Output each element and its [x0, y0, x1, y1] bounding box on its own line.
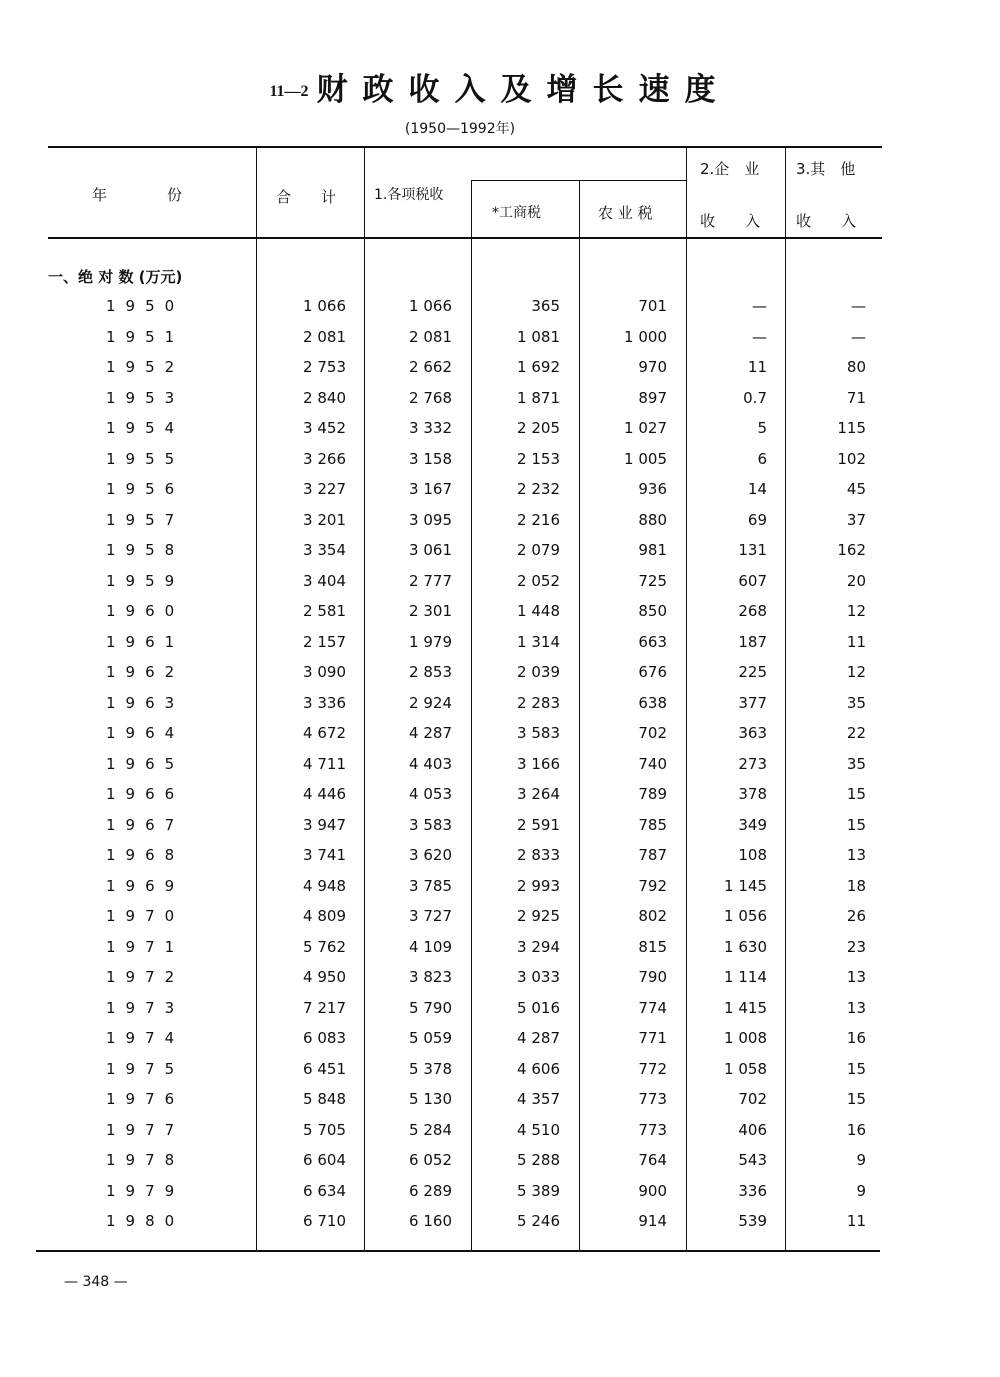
cell-tax: 3 332	[409, 419, 452, 438]
cell-year: 1967	[106, 815, 185, 834]
header-enterprise-top: 2.企 业	[700, 160, 760, 178]
cell-agri: 701	[638, 297, 667, 316]
cell-enterprise: 702	[738, 1090, 767, 1109]
cell-commerce: 4 287	[517, 1029, 560, 1048]
cell-year: 1969	[106, 876, 185, 895]
header-other-bottom: 收 入	[796, 212, 857, 230]
cell-other: 37	[846, 510, 866, 529]
cell-year: 1965	[106, 754, 185, 773]
cell-agri: 772	[638, 1059, 667, 1078]
cell-tax: 2 662	[409, 358, 452, 377]
table-row	[48, 688, 882, 719]
cell-other: —	[851, 297, 866, 316]
cell-agri: 897	[638, 388, 667, 407]
cell-commerce: 2 925	[517, 907, 560, 926]
table-row	[48, 657, 882, 688]
cell-agri: 764	[638, 1151, 667, 1170]
table-row	[48, 779, 882, 810]
cell-total: 3 336	[303, 693, 346, 712]
cell-commerce: 5 389	[517, 1181, 560, 1200]
cell-other: 11	[846, 632, 866, 651]
cell-agri: 900	[638, 1181, 667, 1200]
cell-other: 12	[846, 602, 866, 621]
cell-other: 23	[846, 937, 866, 956]
cell-commerce: 2 205	[517, 419, 560, 438]
cell-tax: 2 301	[409, 602, 452, 621]
table-bottom-rule	[36, 1250, 880, 1252]
table-row	[48, 535, 882, 566]
table-row	[48, 993, 882, 1024]
cell-total: 5 848	[303, 1090, 346, 1109]
cell-agri: 725	[638, 571, 667, 590]
cell-commerce: 2 039	[517, 663, 560, 682]
cell-enterprise: 1 415	[724, 998, 767, 1017]
cell-other: 15	[846, 1059, 866, 1078]
cell-year: 1962	[106, 663, 185, 682]
table-row	[48, 718, 882, 749]
cell-agri: 740	[638, 754, 667, 773]
cell-total: 6 451	[303, 1059, 346, 1078]
cell-year: 1975	[106, 1059, 185, 1078]
table-row	[48, 1054, 882, 1085]
cell-other: 80	[846, 358, 866, 377]
cell-commerce: 4 357	[517, 1090, 560, 1109]
cell-commerce: 5 246	[517, 1212, 560, 1231]
cell-total: 5 762	[303, 937, 346, 956]
cell-agri: 663	[638, 632, 667, 651]
cell-year: 1953	[106, 388, 185, 407]
table-subtitle: (1950—1992年)	[404, 121, 516, 137]
cell-year: 1959	[106, 571, 185, 590]
cell-year: 1973	[106, 998, 185, 1017]
cell-agri: 981	[638, 541, 667, 560]
cell-tax: 5 059	[409, 1029, 452, 1048]
cell-commerce: 2 052	[517, 571, 560, 590]
cell-total: 3 404	[303, 571, 346, 590]
cell-total: 2 581	[303, 602, 346, 621]
table-row	[48, 444, 882, 475]
cell-commerce: 2 591	[517, 815, 560, 834]
cell-tax: 2 081	[409, 327, 452, 346]
cell-total: 2 081	[303, 327, 346, 346]
cell-commerce: 2 079	[517, 541, 560, 560]
cell-total: 2 840	[303, 388, 346, 407]
cell-enterprise: 1 008	[724, 1029, 767, 1048]
cell-enterprise: 1 056	[724, 907, 767, 926]
cell-commerce: 1 314	[517, 632, 560, 651]
cell-enterprise: 273	[738, 754, 767, 773]
table-row	[48, 505, 882, 536]
table-row	[48, 413, 882, 444]
cell-enterprise: 11	[747, 358, 767, 377]
cell-year: 1950	[106, 297, 185, 316]
cell-other: 9	[856, 1151, 866, 1170]
cell-commerce: 3 264	[517, 785, 560, 804]
cell-year: 1963	[106, 693, 185, 712]
cell-agri: 914	[638, 1212, 667, 1231]
header-bottom-rule	[48, 237, 882, 239]
header-enterprise-bottom: 收 入	[700, 212, 761, 230]
cell-commerce: 2 993	[517, 876, 560, 895]
cell-tax: 3 727	[409, 907, 452, 926]
cell-enterprise: —	[752, 327, 767, 346]
page-number: — 348 —	[64, 1274, 128, 1290]
cell-agri: 815	[638, 937, 667, 956]
cell-tax: 1 066	[409, 297, 452, 316]
cell-year: 1977	[106, 1120, 185, 1139]
table-row	[48, 596, 882, 627]
cell-agri: 638	[638, 693, 667, 712]
data-table	[48, 291, 882, 1237]
cell-year: 1979	[106, 1181, 185, 1200]
table-row	[48, 566, 882, 597]
cell-tax: 6 289	[409, 1181, 452, 1200]
cell-tax: 5 378	[409, 1059, 452, 1078]
cell-enterprise: 336	[738, 1181, 767, 1200]
cell-tax: 5 790	[409, 998, 452, 1017]
cell-enterprise: —	[752, 297, 767, 316]
table-row	[48, 871, 882, 902]
cell-other: 35	[846, 754, 866, 773]
cell-total: 4 446	[303, 785, 346, 804]
cell-year: 1976	[106, 1090, 185, 1109]
cell-agri: 702	[638, 724, 667, 743]
header-commerce-tax: *工商税	[492, 205, 541, 221]
cell-year: 1966	[106, 785, 185, 804]
cell-commerce: 2 232	[517, 480, 560, 499]
cell-tax: 3 167	[409, 480, 452, 499]
cell-agri: 792	[638, 876, 667, 895]
cell-enterprise: 5	[757, 419, 767, 438]
cell-enterprise: 1 145	[724, 876, 767, 895]
cell-enterprise: 349	[738, 815, 767, 834]
table-row	[48, 1115, 882, 1146]
header-tax: 1.各项税收	[374, 187, 444, 203]
cell-agri: 936	[638, 480, 667, 499]
cell-agri: 774	[638, 998, 667, 1017]
header-top-rule	[48, 146, 882, 148]
cell-enterprise: 406	[738, 1120, 767, 1139]
cell-tax: 3 583	[409, 815, 452, 834]
table-row	[48, 322, 882, 353]
cell-commerce: 3 294	[517, 937, 560, 956]
table-row	[48, 1023, 882, 1054]
cell-other: —	[851, 327, 866, 346]
table-row	[48, 749, 882, 780]
cell-tax: 4 109	[409, 937, 452, 956]
cell-other: 15	[846, 1090, 866, 1109]
cell-enterprise: 1 630	[724, 937, 767, 956]
cell-year: 1951	[106, 327, 185, 346]
cell-other: 16	[846, 1120, 866, 1139]
table-row	[48, 1176, 882, 1207]
page-title	[0, 64, 1000, 109]
cell-total: 6 604	[303, 1151, 346, 1170]
header-other-top: 3.其 他	[796, 160, 856, 178]
cell-tax: 3 785	[409, 876, 452, 895]
cell-enterprise: 131	[738, 541, 767, 560]
cell-other: 9	[856, 1181, 866, 1200]
cell-commerce: 3 166	[517, 754, 560, 773]
cell-agri: 850	[638, 602, 667, 621]
cell-year: 1972	[106, 968, 185, 987]
cell-commerce: 2 216	[517, 510, 560, 529]
cell-enterprise: 268	[738, 602, 767, 621]
cell-enterprise: 6	[757, 449, 767, 468]
cell-tax: 2 777	[409, 571, 452, 590]
cell-year: 1957	[106, 510, 185, 529]
cell-year: 1955	[106, 449, 185, 468]
cell-enterprise: 187	[738, 632, 767, 651]
cell-year: 1956	[106, 480, 185, 499]
cell-agri: 771	[638, 1029, 667, 1048]
cell-total: 5 705	[303, 1120, 346, 1139]
cell-enterprise: 1 114	[724, 968, 767, 987]
cell-enterprise: 363	[738, 724, 767, 743]
cell-other: 35	[846, 693, 866, 712]
cell-commerce: 1 692	[517, 358, 560, 377]
cell-other: 13	[846, 968, 866, 987]
cell-year: 1974	[106, 1029, 185, 1048]
cell-agri: 970	[638, 358, 667, 377]
cell-total: 4 711	[303, 754, 346, 773]
cell-tax: 6 052	[409, 1151, 452, 1170]
cell-enterprise: 543	[738, 1151, 767, 1170]
table-row	[48, 383, 882, 414]
cell-total: 4 950	[303, 968, 346, 987]
table-row	[48, 1084, 882, 1115]
cell-tax: 2 924	[409, 693, 452, 712]
cell-year: 1961	[106, 632, 185, 651]
cell-agri: 802	[638, 907, 667, 926]
cell-tax: 3 823	[409, 968, 452, 987]
cell-agri: 1 000	[624, 327, 667, 346]
table-row	[48, 1145, 882, 1176]
cell-tax: 4 053	[409, 785, 452, 804]
cell-enterprise: 108	[738, 846, 767, 865]
cell-other: 12	[846, 663, 866, 682]
cell-commerce: 4 606	[517, 1059, 560, 1078]
cell-year: 1964	[106, 724, 185, 743]
cell-agri: 773	[638, 1120, 667, 1139]
cell-commerce: 2 153	[517, 449, 560, 468]
cell-commerce: 2 283	[517, 693, 560, 712]
cell-total: 6 083	[303, 1029, 346, 1048]
cell-enterprise: 1 058	[724, 1059, 767, 1078]
cell-commerce: 5 288	[517, 1151, 560, 1170]
cell-tax: 2 768	[409, 388, 452, 407]
cell-other: 20	[846, 571, 866, 590]
cell-tax: 3 620	[409, 846, 452, 865]
cell-other: 15	[846, 815, 866, 834]
cell-commerce: 365	[531, 297, 560, 316]
cell-enterprise: 69	[747, 510, 767, 529]
cell-other: 26	[846, 907, 866, 926]
cell-enterprise: 14	[747, 480, 767, 499]
cell-total: 3 266	[303, 449, 346, 468]
cell-commerce: 2 833	[517, 846, 560, 865]
cell-tax: 6 160	[409, 1212, 452, 1231]
cell-other: 13	[846, 998, 866, 1017]
cell-year: 1958	[106, 541, 185, 560]
cell-tax: 3 061	[409, 541, 452, 560]
cell-agri: 773	[638, 1090, 667, 1109]
cell-year: 1970	[106, 907, 185, 926]
cell-tax: 2 853	[409, 663, 452, 682]
cell-total: 4 809	[303, 907, 346, 926]
cell-agri: 676	[638, 663, 667, 682]
cell-enterprise: 0.7	[743, 388, 767, 407]
cell-commerce: 1 081	[517, 327, 560, 346]
cell-enterprise: 225	[738, 663, 767, 682]
cell-commerce: 4 510	[517, 1120, 560, 1139]
cell-year: 1971	[106, 937, 185, 956]
cell-enterprise: 607	[738, 571, 767, 590]
cell-total: 3 227	[303, 480, 346, 499]
section-label: 一、绝 对 数 (万元)	[48, 268, 183, 286]
cell-commerce: 5 016	[517, 998, 560, 1017]
cell-other: 71	[846, 388, 866, 407]
cell-commerce: 1 448	[517, 602, 560, 621]
table-row	[48, 901, 882, 932]
cell-commerce: 3 033	[517, 968, 560, 987]
cell-enterprise: 378	[738, 785, 767, 804]
cell-agri: 790	[638, 968, 667, 987]
cell-total: 4 948	[303, 876, 346, 895]
cell-other: 15	[846, 785, 866, 804]
cell-tax: 3 158	[409, 449, 452, 468]
table-title: 财政收入及增长速度	[316, 72, 731, 108]
cell-enterprise: 539	[738, 1212, 767, 1231]
cell-other: 162	[837, 541, 866, 560]
table-row	[48, 352, 882, 383]
table-row	[48, 932, 882, 963]
cell-other: 102	[837, 449, 866, 468]
cell-tax: 4 287	[409, 724, 452, 743]
cell-agri: 785	[638, 815, 667, 834]
cell-year: 1968	[106, 846, 185, 865]
cell-total: 1 066	[303, 297, 346, 316]
cell-commerce: 3 583	[517, 724, 560, 743]
cell-total: 3 452	[303, 419, 346, 438]
header-agri-tax: 农 业 税	[598, 204, 653, 222]
cell-tax: 5 284	[409, 1120, 452, 1139]
cell-other: 11	[846, 1212, 866, 1231]
cell-total: 3 947	[303, 815, 346, 834]
header-year: 年 份	[92, 186, 183, 204]
cell-other: 16	[846, 1029, 866, 1048]
cell-year: 1980	[106, 1212, 185, 1231]
cell-agri: 787	[638, 846, 667, 865]
cell-tax: 4 403	[409, 754, 452, 773]
table-row	[48, 474, 882, 505]
cell-commerce: 1 871	[517, 388, 560, 407]
cell-total: 2 753	[303, 358, 346, 377]
cell-other: 115	[837, 419, 866, 438]
cell-year: 1952	[106, 358, 185, 377]
cell-agri: 789	[638, 785, 667, 804]
cell-year: 1978	[106, 1151, 185, 1170]
cell-total: 6 634	[303, 1181, 346, 1200]
table-number: 11—2	[269, 83, 309, 100]
cell-total: 3 354	[303, 541, 346, 560]
table-row	[48, 962, 882, 993]
cell-tax: 3 095	[409, 510, 452, 529]
cell-year: 1954	[106, 419, 185, 438]
cell-tax: 5 130	[409, 1090, 452, 1109]
table-row	[48, 810, 882, 841]
table-row	[48, 840, 882, 871]
table-row	[48, 291, 882, 322]
cell-total: 2 157	[303, 632, 346, 651]
cell-agri: 880	[638, 510, 667, 529]
cell-other: 13	[846, 846, 866, 865]
table-row	[48, 1206, 882, 1237]
table-row	[48, 627, 882, 658]
cell-total: 4 672	[303, 724, 346, 743]
cell-total: 3 741	[303, 846, 346, 865]
cell-other: 45	[846, 480, 866, 499]
cell-agri: 1 005	[624, 449, 667, 468]
cell-total: 6 710	[303, 1212, 346, 1231]
cell-tax: 1 979	[409, 632, 452, 651]
header-total: 合 计	[276, 188, 337, 206]
cell-other: 22	[846, 724, 866, 743]
cell-total: 3 201	[303, 510, 346, 529]
cell-enterprise: 377	[738, 693, 767, 712]
cell-year: 1960	[106, 602, 185, 621]
cell-agri: 1 027	[624, 419, 667, 438]
cell-total: 7 217	[303, 998, 346, 1017]
cell-total: 3 090	[303, 663, 346, 682]
cell-other: 18	[846, 876, 866, 895]
